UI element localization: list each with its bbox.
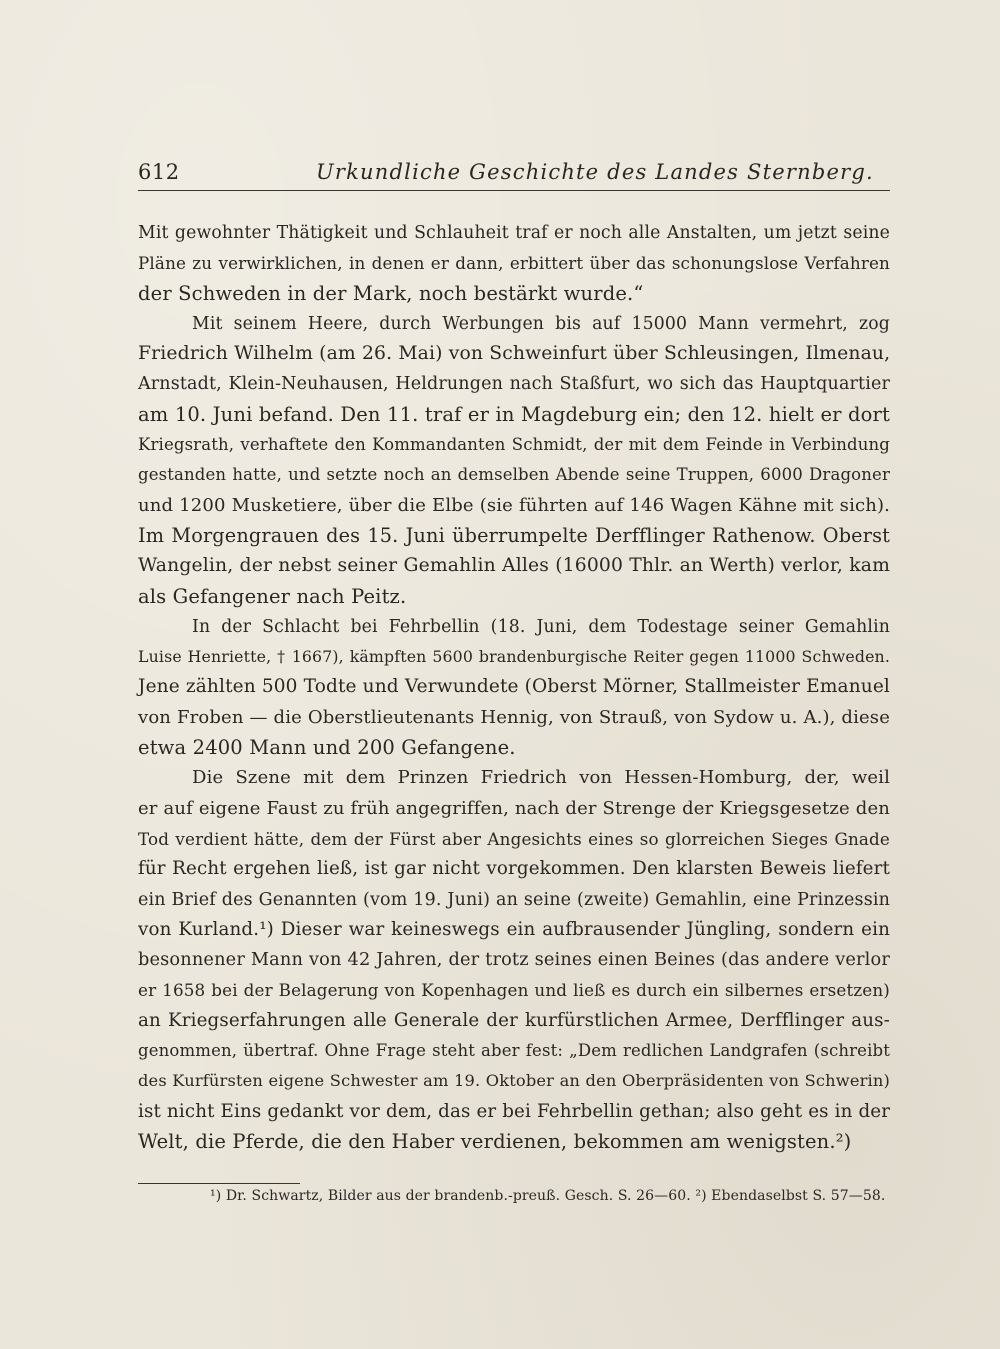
text-line: ist nicht Eins gedankt vor dem, das er bei Fehrbellin gethan; also geht es in der <box>138 1100 891 1122</box>
text-line: In der Schlacht bei Fehrbellin (18. Juni, dem Todestage seiner Gemahlin <box>192 616 890 637</box>
text-line: er 1658 bei der Belagerung von Kopenhagen und ließ es durch ein silbernes ersetzen) <box>138 980 890 1001</box>
text-line: für Recht ergehen ließ, ist gar nicht vorgekommen. Den klarsten Beweis liefert <box>138 858 890 880</box>
text-line: als Gefangener nach Peitz. <box>138 584 407 608</box>
page-header <box>138 156 890 191</box>
text-line: an Kriegserfahrungen alle Generale der kurfürstlichen Armee, Derfflinger aus- <box>138 1009 890 1031</box>
text-line: Wangelin, der nebst seiner Gemahlin Alles (16000 Thlr. an Werth) verlor, kam <box>138 555 890 577</box>
text-line: besonnener Mann von 42 Jahren, der trotz seines einen Beines (das andere verlor <box>138 950 890 971</box>
text-line: Welt, die Pferde, die den Haber verdienen, bekommen am wenigsten.²) <box>138 1129 852 1153</box>
page-number: 612 <box>138 160 180 184</box>
text-line: Kriegsrath, verhaftete den Kommandanten Schmidt, der mit dem Feinde in Verbindung <box>138 435 890 455</box>
text-line: Mit seinem Heere, durch Werbungen bis auf 15000 Mann vermehrt, zog <box>192 313 890 334</box>
text-line: Mit gewohnter Thätigkeit und Schlauheit traf er noch alle Anstalten, um jetzt seine <box>138 223 890 243</box>
text-line: Jene zählten 500 Todte und Verwundete (Oberst Mörner, Stallmeister Emanuel <box>138 676 890 698</box>
text-line: von Kurland.¹) Dieser war keineswegs ein aufbrausender Jüngling, sondern ein <box>138 918 890 940</box>
running-title: Urkundliche Geschichte des Landes Sternberg. <box>316 160 874 184</box>
text-line: der Schweden in der Mark, noch bestärkt wurde.“ <box>138 281 644 305</box>
text-line: Arnstadt, Klein-Neuhausen, Heldrungen nach Staßfurt, wo sich das Hauptquartier <box>138 374 890 395</box>
text-line: er auf eigene Faust zu früh angegriffen, nach der Strenge der Kriegsgesetze den <box>138 797 890 819</box>
text-line: von Froben — die Oberstlieutenants Hennig, von Strauß, von Sydow u. A.), diese <box>138 706 890 728</box>
text-line: Die Szene mit dem Prinzen Friedrich von Hessen-Homburg, der, weil <box>192 767 890 789</box>
footnote-divider <box>138 1183 300 1184</box>
body-text <box>138 218 890 1157</box>
text-line: Pläne zu verwirklichen, in denen er dann, erbittert über das schonungslose Verfahren <box>138 253 890 274</box>
text-line: genommen, übertraf. Ohne Frage steht aber fest: „Dem redlichen Landgrafen (schreibt <box>138 1041 890 1061</box>
text-line: Im Morgengrauen des 15. Juni überrumpelte Derfflinger Rathenow. Oberst <box>138 523 890 547</box>
text-line: Friedrich Wilhelm (am 26. Mai) von Schweinfurt über Schleusingen, Ilmenau, <box>138 343 891 365</box>
footnotes: ¹) Dr. Schwartz, Bilder aus der brandenb.-preuß. Gesch. S. 26—60. ²) Ebendaselbst S. 57—58. <box>210 1188 886 1204</box>
text-line: des Kurfürsten eigene Schwester am 19. Oktober an den Oberpräsidenten von Schwerin) <box>138 1071 890 1091</box>
text-line: etwa 2400 Mann und 200 Gefangene. <box>138 736 516 760</box>
text-line: ein Brief des Genannten (vom 19. Juni) an seine (zweite) Gemahlin, eine Prinzessin <box>138 889 890 910</box>
text-line: Luise Henriette, † 1667), kämpften 5600 brandenburgische Reiter gegen 11000 Schweden. <box>138 647 890 667</box>
text-line: und 1200 Musketiere, über die Elbe (sie führten auf 146 Wagen Kähne mit sich). <box>138 494 890 516</box>
text-line: gestanden hatte, und setzte noch an demselben Abende seine Truppen, 6000 Dragoner <box>138 465 890 485</box>
text-line: Tod verdient hätte, dem der Fürst aber Angesichts eines so glorreichen Sieges Gnade <box>138 828 890 849</box>
text-line: am 10. Juni befand. Den 11. traf er in Magdeburg ein; den 12. hielt er dort <box>138 402 890 426</box>
